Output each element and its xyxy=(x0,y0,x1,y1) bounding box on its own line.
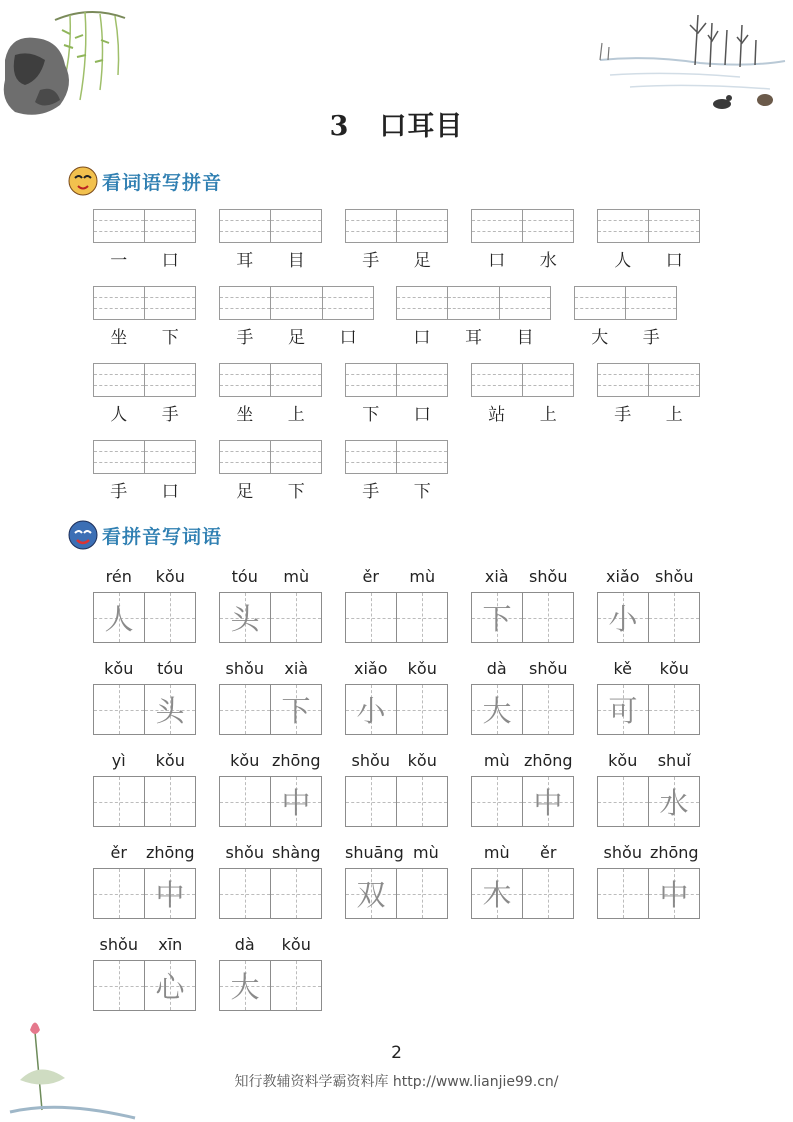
tianzige-cell[interactable] xyxy=(145,777,195,826)
pinyin-line-cell[interactable] xyxy=(94,287,145,319)
pinyin-syllable: kǒu xyxy=(407,659,437,678)
tianzige-cell[interactable] xyxy=(397,685,447,734)
pinyin-line-cell[interactable] xyxy=(448,287,499,319)
word-character: 下 xyxy=(362,405,380,425)
pinyin-label xyxy=(471,843,574,863)
hint-character: 心 xyxy=(155,970,185,1004)
word-characters xyxy=(93,323,196,347)
pinyin-line-cell[interactable] xyxy=(145,364,195,396)
tianzige-cell[interactable] xyxy=(472,777,523,826)
pinyin-writing-box[interactable] xyxy=(574,286,677,320)
pinyin-writing-box[interactable] xyxy=(471,363,574,397)
pinyin-syllable: mù xyxy=(483,843,510,862)
tianzige-cell[interactable] xyxy=(472,869,523,918)
tianzige-box[interactable] xyxy=(597,776,700,827)
tianzige-cell[interactable] xyxy=(271,777,321,826)
pinyin-label xyxy=(219,935,322,955)
pinyin-line-cell[interactable] xyxy=(145,441,195,473)
word-character: 手 xyxy=(614,405,632,425)
pinyin-line-cell[interactable] xyxy=(472,210,523,242)
pinyin-line-cell[interactable] xyxy=(500,287,550,319)
pinyin-line-cell[interactable] xyxy=(575,287,626,319)
word-character: 足 xyxy=(287,328,305,348)
tianzige-box[interactable] xyxy=(219,776,322,827)
page-number: 2 xyxy=(391,1043,402,1063)
tianzige-cell[interactable] xyxy=(94,685,145,734)
hint-character: 小 xyxy=(356,694,386,728)
tianzige-box[interactable] xyxy=(471,592,574,643)
tianzige-cell[interactable] xyxy=(472,685,523,734)
word-characters xyxy=(93,246,196,270)
pinyin-syllable: shǒu xyxy=(529,567,568,586)
pinyin-label xyxy=(93,935,196,955)
tianzige-box[interactable] xyxy=(597,592,700,643)
pinyin-label xyxy=(597,567,700,587)
pinyin-syllable: shǒu xyxy=(225,843,264,862)
pinyin-label xyxy=(471,567,574,587)
hint-character: 木 xyxy=(482,878,512,912)
word-characters xyxy=(345,477,448,501)
pinyin-label xyxy=(471,751,574,771)
tianzige-box[interactable] xyxy=(93,776,196,827)
pinyin-line-cell[interactable] xyxy=(649,210,699,242)
pinyin-line-cell[interactable] xyxy=(598,210,649,242)
hint-character: 双 xyxy=(356,878,386,912)
word-character: 口 xyxy=(339,328,357,348)
pinyin-label xyxy=(471,659,574,679)
word-character: 上 xyxy=(539,405,557,425)
pinyin-syllable: kǒu xyxy=(659,659,689,678)
word-characters xyxy=(396,323,551,347)
pinyin-line-cell[interactable] xyxy=(346,441,397,473)
pinyin-syllable: zhōng xyxy=(145,843,195,862)
tianzige-cell[interactable] xyxy=(523,685,573,734)
tianzige-box[interactable] xyxy=(93,868,196,919)
tianzige-cell[interactable] xyxy=(94,869,145,918)
tianzige-cell[interactable] xyxy=(271,961,321,1010)
opera-mask-blue-icon xyxy=(68,520,98,550)
pinyin-label xyxy=(219,843,322,863)
tianzige-box[interactable] xyxy=(345,868,448,919)
word-character: 目 xyxy=(516,328,534,348)
tianzige-box[interactable] xyxy=(597,684,700,735)
pinyin-line-cell[interactable] xyxy=(271,364,321,396)
tianzige-cell[interactable] xyxy=(523,593,573,642)
lotus-illustration xyxy=(0,1010,140,1122)
pinyin-line-cell[interactable] xyxy=(220,441,271,473)
pinyin-syllable: yì xyxy=(111,751,126,770)
pinyin-syllable: kǒu xyxy=(155,567,185,586)
word-character: 足 xyxy=(413,251,431,271)
word-character: 人 xyxy=(614,251,632,271)
word-character: 口 xyxy=(413,405,431,425)
tianzige-box[interactable] xyxy=(345,592,448,643)
pinyin-label xyxy=(93,751,196,771)
tianzige-cell[interactable] xyxy=(598,685,649,734)
pinyin-syllable: xià xyxy=(284,659,309,678)
pinyin-syllable: ěr xyxy=(110,843,127,862)
word-characters xyxy=(345,400,448,424)
tianzige-cell[interactable] xyxy=(220,593,271,642)
word-character: 下 xyxy=(287,482,305,502)
word-characters xyxy=(597,246,700,270)
hint-character: 大 xyxy=(230,970,260,1004)
tianzige-cell[interactable] xyxy=(397,777,447,826)
pinyin-writing-box[interactable] xyxy=(93,363,196,397)
pinyin-line-cell[interactable] xyxy=(649,364,699,396)
tianzige-cell[interactable] xyxy=(523,777,573,826)
hint-character: 小 xyxy=(608,602,638,636)
pinyin-writing-box[interactable] xyxy=(93,440,196,474)
word-character: 手 xyxy=(110,482,128,502)
pinyin-syllable: xīn xyxy=(158,935,183,954)
tianzige-cell[interactable] xyxy=(145,869,195,918)
pinyin-syllable: kǒu xyxy=(104,659,134,678)
word-character: 目 xyxy=(287,251,305,271)
tianzige-box[interactable] xyxy=(471,776,574,827)
tianzige-cell[interactable] xyxy=(271,685,321,734)
pinyin-syllable: tóu xyxy=(231,567,258,586)
word-characters xyxy=(93,400,196,424)
pinyin-label xyxy=(345,659,448,679)
word-characters xyxy=(219,246,322,270)
word-characters xyxy=(471,400,574,424)
pinyin-syllable: mù xyxy=(409,567,436,586)
pinyin-label xyxy=(597,659,700,679)
word-character: 上 xyxy=(665,405,683,425)
pinyin-label xyxy=(93,567,196,587)
pinyin-writing-box[interactable] xyxy=(219,286,374,320)
tianzige-cell[interactable] xyxy=(220,685,271,734)
pinyin-syllable: mù xyxy=(283,567,310,586)
pinyin-syllable: kǒu xyxy=(281,935,311,954)
pinyin-syllable: dà xyxy=(486,659,507,678)
tianzige-cell[interactable] xyxy=(145,685,195,734)
tianzige-cell[interactable] xyxy=(598,593,649,642)
word-character: 足 xyxy=(236,482,254,502)
tianzige-box[interactable] xyxy=(471,868,574,919)
pinyin-syllable: kǒu xyxy=(155,751,185,770)
pinyin-writing-box[interactable] xyxy=(345,363,448,397)
pinyin-syllable: ěr xyxy=(362,567,379,586)
tianzige-cell[interactable] xyxy=(523,869,573,918)
tianzige-cell[interactable] xyxy=(271,869,321,918)
tianzige-cell[interactable] xyxy=(649,685,699,734)
hint-character: 人 xyxy=(104,602,134,636)
word-character: 手 xyxy=(362,482,380,502)
tianzige-cell[interactable] xyxy=(472,593,523,642)
pinyin-label xyxy=(219,567,322,587)
pinyin-syllable: dà xyxy=(234,935,255,954)
pinyin-label xyxy=(93,659,196,679)
word-character: 耳 xyxy=(236,251,254,271)
word-characters xyxy=(574,323,677,347)
pinyin-syllable: tóu xyxy=(157,659,184,678)
hint-character: 头 xyxy=(230,602,260,636)
tianzige-cell[interactable] xyxy=(598,869,649,918)
hint-character: 中 xyxy=(155,878,185,912)
hint-character: 中 xyxy=(281,786,311,820)
tianzige-box[interactable] xyxy=(219,960,322,1011)
pinyin-line-cell[interactable] xyxy=(220,364,271,396)
tianzige-cell[interactable] xyxy=(397,869,447,918)
tianzige-box[interactable] xyxy=(219,592,322,643)
hint-character: 大 xyxy=(482,694,512,728)
word-character: 口 xyxy=(665,251,683,271)
pinyin-syllable: mù xyxy=(412,843,439,862)
pinyin-writing-box[interactable] xyxy=(93,209,196,243)
word-character: 站 xyxy=(488,405,506,425)
pinyin-syllable: shuǐ xyxy=(657,751,691,770)
pinyin-syllable: xià xyxy=(484,567,509,586)
tianzige-cell[interactable] xyxy=(94,961,145,1010)
hint-character: 水 xyxy=(659,786,689,820)
word-characters xyxy=(219,400,322,424)
word-characters xyxy=(219,477,322,501)
word-character: 水 xyxy=(539,251,557,271)
word-characters xyxy=(93,477,196,501)
tianzige-cell[interactable] xyxy=(346,869,397,918)
word-character: 耳 xyxy=(464,328,482,348)
tianzige-cell[interactable] xyxy=(220,869,271,918)
pinyin-line-cell[interactable] xyxy=(626,287,676,319)
pinyin-line-cell[interactable] xyxy=(598,364,649,396)
word-character: 手 xyxy=(362,251,380,271)
pinyin-syllable: ěr xyxy=(540,843,557,862)
tianzige-box[interactable] xyxy=(93,960,196,1011)
pinyin-syllable: rén xyxy=(105,567,132,586)
word-character: 下 xyxy=(161,328,179,348)
hint-character: 头 xyxy=(155,694,185,728)
hint-character: 中 xyxy=(659,878,689,912)
word-character: 人 xyxy=(110,405,128,425)
pinyin-syllable: kǒu xyxy=(230,751,260,770)
hint-character: 下 xyxy=(482,602,512,636)
word-characters xyxy=(219,323,374,347)
word-characters xyxy=(597,400,700,424)
lesson-title: 3 口耳目 xyxy=(329,111,464,142)
footer-text: 知行教辅资料学霸资料库 http://www.lianjie99.cn/ xyxy=(234,1074,559,1090)
pinyin-writing-box[interactable] xyxy=(345,209,448,243)
tianzige-cell[interactable] xyxy=(94,593,145,642)
pinyin-syllable: shuāng xyxy=(345,843,404,862)
tianzige-cell[interactable] xyxy=(220,961,271,1010)
pinyin-label xyxy=(597,751,700,771)
tianzige-cell[interactable] xyxy=(145,593,195,642)
pinyin-line-cell[interactable] xyxy=(523,210,573,242)
tianzige-box[interactable] xyxy=(93,684,196,735)
tianzige-cell[interactable] xyxy=(220,777,271,826)
tianzige-box[interactable] xyxy=(219,684,322,735)
word-character: 口 xyxy=(413,328,431,348)
word-character: 一 xyxy=(110,251,128,271)
word-character: 口 xyxy=(488,251,506,271)
pinyin-label xyxy=(597,843,700,863)
tianzige-box[interactable] xyxy=(219,868,322,919)
pinyin-line-cell[interactable] xyxy=(271,210,321,242)
section-header-writing: 看拼音写词语 xyxy=(68,520,222,550)
pinyin-label xyxy=(345,751,448,771)
word-character: 口 xyxy=(161,251,179,271)
tianzige-cell[interactable] xyxy=(346,593,397,642)
pinyin-syllable: xiǎo xyxy=(353,659,388,678)
pinyin-syllable: shǒu xyxy=(655,567,694,586)
pinyin-line-cell[interactable] xyxy=(271,441,321,473)
pinyin-writing-box[interactable] xyxy=(597,209,700,243)
pinyin-syllable: kǒu xyxy=(608,751,638,770)
tianzige-box[interactable] xyxy=(471,684,574,735)
pinyin-writing-box[interactable] xyxy=(93,286,196,320)
pinyin-syllable: kǒu xyxy=(407,751,437,770)
pinyin-syllable: shǒu xyxy=(529,659,568,678)
pinyin-syllable: zhōng xyxy=(649,843,699,862)
tianzige-cell[interactable] xyxy=(346,777,397,826)
word-character: 手 xyxy=(236,328,254,348)
tianzige-cell[interactable] xyxy=(649,869,699,918)
pinyin-syllable: mù xyxy=(483,751,510,770)
pinyin-syllable: shǒu xyxy=(351,751,390,770)
pinyin-syllable: xiǎo xyxy=(605,567,640,586)
hint-character: 下 xyxy=(281,694,311,728)
word-character: 手 xyxy=(161,405,179,425)
word-character: 口 xyxy=(161,482,179,502)
pinyin-syllable: shàng xyxy=(271,843,321,862)
word-character: 上 xyxy=(287,405,305,425)
hint-character: 可 xyxy=(608,694,638,728)
word-character: 下 xyxy=(413,482,431,502)
pinyin-line-cell[interactable] xyxy=(397,210,447,242)
tianzige-box[interactable] xyxy=(345,684,448,735)
tianzige-cell[interactable] xyxy=(94,777,145,826)
pinyin-syllable: kě xyxy=(613,659,633,678)
pinyin-line-cell[interactable] xyxy=(94,364,145,396)
tianzige-cell[interactable] xyxy=(271,593,321,642)
pinyin-line-cell[interactable] xyxy=(397,364,447,396)
pinyin-line-cell[interactable] xyxy=(94,210,145,242)
pinyin-line-cell[interactable] xyxy=(323,287,373,319)
pinyin-label xyxy=(219,751,322,771)
hint-character: 中 xyxy=(533,786,563,820)
pinyin-writing-box[interactable] xyxy=(597,363,700,397)
pinyin-syllable: zhōng xyxy=(523,751,573,770)
pinyin-line-cell[interactable] xyxy=(472,364,523,396)
tianzige-box[interactable] xyxy=(597,868,700,919)
pinyin-label xyxy=(345,567,448,587)
pinyin-line-cell[interactable] xyxy=(220,287,271,319)
pinyin-writing-box[interactable] xyxy=(219,363,322,397)
pinyin-syllable: zhōng xyxy=(271,751,321,770)
word-characters xyxy=(345,246,448,270)
tianzige-box[interactable] xyxy=(345,776,448,827)
pinyin-label xyxy=(93,843,196,863)
tianzige-cell[interactable] xyxy=(346,685,397,734)
word-character: 手 xyxy=(642,328,660,348)
pinyin-writing-box[interactable] xyxy=(345,440,448,474)
pinyin-syllable: shǒu xyxy=(603,843,642,862)
word-character: 大 xyxy=(591,328,609,348)
pinyin-line-cell[interactable] xyxy=(145,287,195,319)
tianzige-cell[interactable] xyxy=(145,961,195,1010)
pinyin-line-cell[interactable] xyxy=(145,210,195,242)
pinyin-writing-box[interactable] xyxy=(219,440,322,474)
pinyin-syllable: shǒu xyxy=(99,935,138,954)
pinyin-writing-box[interactable] xyxy=(396,286,551,320)
pinyin-line-cell[interactable] xyxy=(346,210,397,242)
pinyin-line-cell[interactable] xyxy=(94,441,145,473)
pinyin-label xyxy=(345,843,448,863)
opera-mask-yellow-icon xyxy=(68,166,98,196)
word-characters xyxy=(471,246,574,270)
pinyin-writing-box[interactable] xyxy=(219,209,322,243)
pinyin-syllable: shǒu xyxy=(225,659,264,678)
pinyin-line-cell[interactable] xyxy=(346,364,397,396)
pinyin-line-cell[interactable] xyxy=(397,441,447,473)
tianzige-box[interactable] xyxy=(93,592,196,643)
pinyin-label xyxy=(219,659,322,679)
pinyin-line-cell[interactable] xyxy=(271,287,322,319)
tianzige-cell[interactable] xyxy=(397,593,447,642)
tianzige-cell[interactable] xyxy=(649,777,699,826)
section-header-pinyin: 看词语写拼音 xyxy=(68,166,222,196)
tianzige-cell[interactable] xyxy=(649,593,699,642)
pinyin-line-cell[interactable] xyxy=(220,210,271,242)
pinyin-line-cell[interactable] xyxy=(523,364,573,396)
pinyin-writing-box[interactable] xyxy=(471,209,574,243)
pinyin-line-cell[interactable] xyxy=(397,287,448,319)
word-character: 坐 xyxy=(236,405,254,425)
word-character: 坐 xyxy=(110,328,128,348)
tianzige-cell[interactable] xyxy=(598,777,649,826)
